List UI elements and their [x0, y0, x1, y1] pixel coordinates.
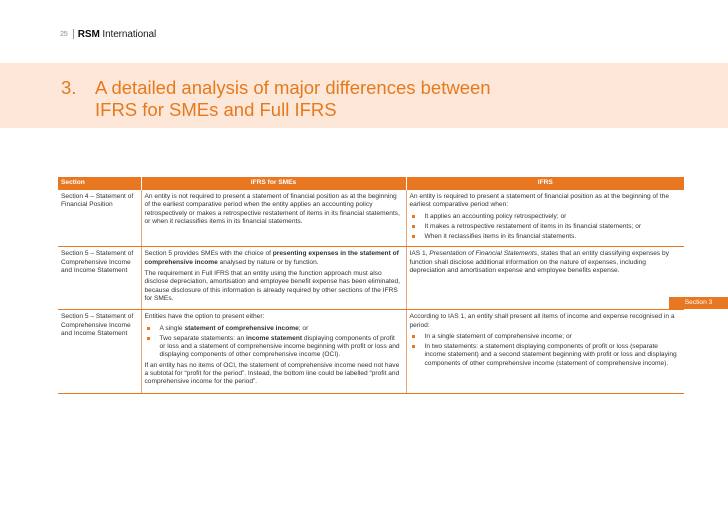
section-tab: Section 3: [669, 297, 728, 309]
sme-text: If an entity has no items of OCI, the statement of comprehensive income need not have a subtotal for “profit for the period”. Instead, the bottom line could be labelled “profit and comprehensive income for the period”.: [144, 361, 400, 386]
list-item: [145, 335, 402, 360]
text-run: analysed by nature or by function.: [217, 258, 319, 266]
list-item: [410, 213, 681, 221]
bullet-icon: [412, 225, 415, 228]
text-run-bold: income statement: [246, 334, 303, 342]
page-title: [61, 77, 661, 121]
title-line-2: IFRS for SMEs and Full IFRS: [95, 99, 337, 120]
header-ifrs-smes: IFRS for SMEs: [141, 177, 406, 190]
sme-cell: [141, 310, 406, 393]
list-item-text: It makes a retrospective restatement of items in its financial statements; or: [424, 222, 642, 230]
text-run: Two separate statements: an: [159, 334, 246, 342]
page-header: [60, 27, 156, 41]
text-run: Section 5 provides SMEs with the choice of: [144, 250, 273, 258]
rsm-logo: [78, 29, 156, 40]
page-number: 25: [60, 30, 68, 38]
ifrs-bullet-list: [410, 213, 681, 242]
header-ifrs: IFRS: [406, 177, 684, 190]
bullet-icon: [412, 345, 415, 348]
list-item-text: In two statements: a statement displaying components of profit or loss (separate income statement) and a second statement beginning with profit or loss and displaying components of other comprehensive income (statement of comprehensive income).: [424, 343, 677, 367]
header-divider: [73, 29, 74, 39]
logo-bold: RSM: [77, 28, 100, 40]
text-run: IAS 1,: [409, 250, 430, 258]
sme-cell: [141, 247, 406, 310]
bullet-icon: [147, 327, 150, 330]
ifrs-bullet-list: [410, 333, 681, 368]
title-line-1: A detailed analysis of major differences between: [95, 77, 491, 98]
ifrs-text: An entity is required to present a statement of financial position as at the beginning of the earliest comparative period when:: [409, 193, 670, 209]
text-run: , states that an entity classifying expenses by function shall disclose additional information on the nature of expenses, including depreciation and amortisation expense and employee benefits expense.: [409, 250, 670, 275]
list-item: [410, 333, 681, 341]
list-item: [410, 233, 681, 241]
row-section-cell: Section 5 – Statement of Comprehensive Income and Income Statement: [58, 310, 141, 393]
list-item: [410, 343, 681, 368]
list-item: [145, 325, 402, 333]
ifrs-text: According to IAS 1, an entity shall present all items of income and expense recognised in a period:: [409, 313, 675, 329]
comparison-table: [58, 177, 684, 394]
text-run-bold: presenting expenses in the statement of comprehensive income: [144, 250, 399, 266]
text-run-bold: statement of comprehensive income: [184, 324, 299, 332]
table-header-row: [58, 177, 684, 190]
header-section: Section: [58, 177, 141, 190]
row-section-cell: Section 5 – Statement of Comprehensive Income and Income Statement: [58, 247, 141, 310]
list-item-text: When it reclassifies items in its financial statements.: [424, 233, 577, 241]
sme-text: The requirement in Full IFRS that an entity using the function approach must also disclose depreciation, amortisation and employee benefit expense has been eliminated, because disclosure of this information is already required by other sections of the IFRS for SMEs.: [144, 270, 400, 302]
sme-text: [145, 250, 402, 267]
sme-text: An entity is not required to present a statement of financial position as at the beginning of the earliest comparative period when the entity applies an accounting policy retrospectively or makes a retrospective restatement of items in its financial statements, or when it reclassifies items in its financial statements.: [144, 193, 400, 225]
table-row: [58, 190, 684, 247]
text-run: A single: [159, 324, 185, 332]
bullet-icon: [412, 235, 415, 238]
list-item-text: It applies an accounting policy retrospectively; or: [424, 212, 567, 220]
title-number: 3.: [61, 77, 77, 98]
table-row: [58, 310, 684, 393]
text-run-italic: Presentation of Financial Statements: [429, 250, 538, 258]
ifrs-cell: [406, 310, 684, 393]
ifrs-cell: [406, 190, 684, 247]
table-row: [58, 247, 684, 310]
ifrs-cell: [406, 247, 684, 310]
text-run: displaying components of profit or loss and a statement of comprehensive income beginning with profit or loss and displaying components of other comprehensive income (OCI).: [159, 334, 400, 359]
bullet-icon: [147, 337, 150, 340]
sme-bullet-list: [145, 325, 402, 360]
sme-text: Entities have the option to present either:: [144, 313, 265, 321]
ifrs-text: [410, 250, 681, 275]
list-item-text: In a single statement of comprehensive income; or: [424, 332, 572, 340]
bullet-icon: [412, 335, 415, 338]
sme-cell: [141, 190, 406, 247]
logo-rest: International: [99, 28, 157, 40]
bullet-icon: [412, 215, 415, 218]
text-run: ; or: [298, 324, 309, 332]
list-item: [410, 223, 681, 231]
row-section-cell: Section 4 – Statement of Financial Position: [58, 190, 141, 247]
